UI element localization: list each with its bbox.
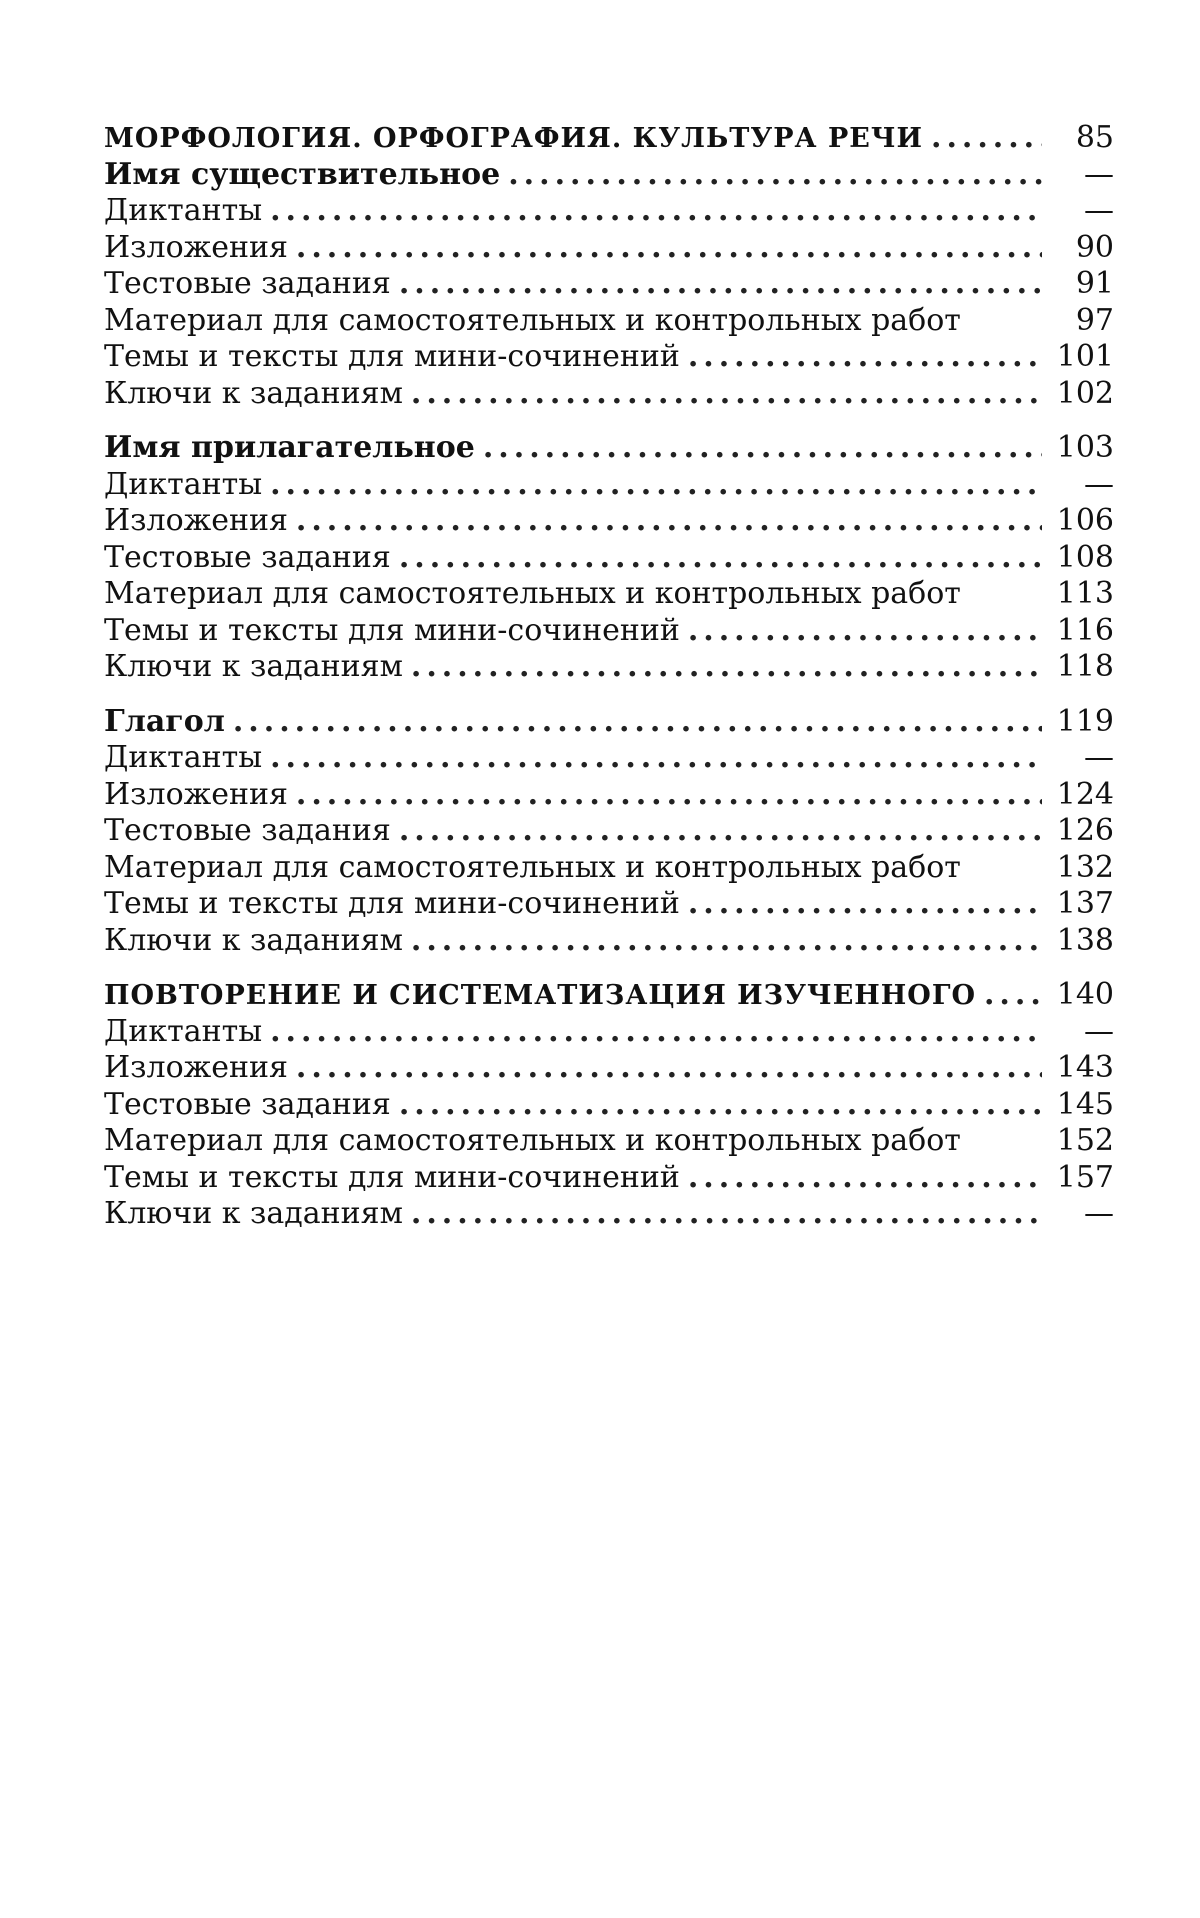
toc-entry-label: Имя прилагательное (104, 430, 475, 465)
toc-entry-page: 116 (1056, 612, 1114, 648)
toc-section-title (104, 430, 1114, 467)
dot-leader (399, 540, 1042, 577)
toc-entry-page: — (1084, 466, 1114, 502)
toc-entry-page: — (1084, 156, 1114, 192)
toc-section-verb (104, 704, 1114, 960)
dot-leader (270, 1014, 1042, 1051)
toc-entry (104, 813, 1114, 850)
toc-entry-page: 102 (1056, 375, 1114, 411)
dot-leader (270, 740, 1042, 777)
dot-leader (270, 193, 1042, 230)
toc-entry (104, 339, 1114, 376)
toc-entry-page: 157 (1056, 1159, 1114, 1195)
table-of-contents (104, 120, 1114, 1251)
toc-entry (104, 266, 1114, 303)
toc-entry (104, 576, 1114, 613)
toc-entry-label: Диктанты (104, 193, 263, 228)
toc-entry (104, 886, 1114, 923)
toc-entry-label: Темы и тексты для мини-сочинений (104, 1159, 680, 1195)
dot-leader (411, 1196, 1042, 1233)
toc-entry-label: Тестовые задания (104, 1086, 391, 1122)
dot-leader (688, 886, 1042, 923)
toc-entry-label: ПОВТОРЕНИЕ И СИСТЕМАТИЗАЦИЯ ИЗУЧЕННОГО (104, 980, 976, 1011)
toc-entry-page: 106 (1056, 503, 1114, 538)
toc-entry-label: Ключи к заданиям (104, 375, 403, 411)
toc-entry (104, 1160, 1114, 1197)
dot-leader (399, 1087, 1042, 1124)
toc-entry-label: Изложения (104, 776, 288, 812)
dot-leader (296, 503, 1042, 540)
toc-entry-label: Диктанты (104, 1013, 263, 1049)
dot-leader (688, 613, 1042, 650)
toc-entry-label: Изложения (104, 229, 288, 265)
toc-section-morphology (104, 120, 1114, 412)
toc-entry (104, 740, 1114, 777)
toc-entry (104, 613, 1114, 650)
toc-entry (104, 1014, 1114, 1051)
dot-leader (399, 813, 1042, 850)
toc-entry-label: Ключи к заданиям (104, 1196, 403, 1231)
toc-entry-page: — (1084, 193, 1114, 228)
dot-leader (296, 1050, 1042, 1087)
toc-entry-page: 132 (1056, 849, 1114, 885)
toc-entry-label: Темы и тексты для мини-сочинений (104, 612, 680, 648)
toc-entry-label: Ключи к заданиям (104, 649, 403, 684)
toc-entry (104, 777, 1114, 814)
dot-leader (399, 266, 1042, 303)
toc-entry-page: 113 (1056, 576, 1114, 611)
toc-entry-label: Тестовые задания (104, 539, 391, 575)
toc-entry-label: Имя существительное (104, 156, 501, 192)
toc-entry-label: Тестовые задания (104, 813, 391, 848)
toc-entry (104, 230, 1114, 267)
toc-entry (104, 1087, 1114, 1124)
toc-section-adjective (104, 430, 1114, 686)
toc-entry-label: Материал для самостоятельных и контрольных работ (104, 576, 961, 611)
toc-entry-label: Ключи к заданиям (104, 922, 403, 958)
toc-entry-page: 101 (1056, 339, 1114, 374)
toc-entry-page: 124 (1056, 776, 1114, 812)
toc-entry-page: 145 (1056, 1086, 1114, 1122)
toc-entry (104, 503, 1114, 540)
toc-entry-page: 103 (1056, 430, 1114, 465)
toc-entry-page: 138 (1056, 922, 1114, 958)
toc-entry-label: Изложения (104, 1050, 288, 1085)
toc-entry-page: — (1084, 1196, 1114, 1231)
toc-entry-label: Темы и тексты для мини-сочинений (104, 886, 680, 921)
toc-section-review (104, 977, 1114, 1233)
toc-entry-page: 85 (1075, 120, 1114, 155)
dot-leader (296, 230, 1042, 267)
toc-entry-label: Тестовые задания (104, 266, 391, 301)
toc-entry-label: Изложения (104, 503, 288, 538)
toc-entry-page: 137 (1056, 886, 1114, 921)
toc-entry-page: 143 (1056, 1050, 1114, 1085)
toc-entry-label: Диктанты (104, 740, 263, 775)
toc-entry-label: Диктанты (104, 466, 263, 502)
toc-entry (104, 649, 1114, 686)
dot-leader (931, 120, 1042, 157)
dot-leader (984, 977, 1042, 1014)
toc-entry-label: Материал для самостоятельных и контрольных работ (104, 302, 961, 338)
toc-section-title (104, 120, 1114, 157)
toc-entry (104, 467, 1114, 504)
toc-entry (104, 1123, 1114, 1160)
toc-entry (104, 157, 1114, 194)
dot-leader (411, 649, 1042, 686)
toc-entry (104, 303, 1114, 340)
toc-entry-label: Глагол (104, 703, 225, 739)
toc-entry-page: 140 (1056, 977, 1114, 1012)
dot-leader (688, 1160, 1042, 1197)
toc-entry (104, 1050, 1114, 1087)
toc-section-title (104, 704, 1114, 741)
dot-leader (411, 376, 1042, 413)
toc-entry (104, 1196, 1114, 1233)
toc-entry-page: — (1084, 740, 1114, 775)
dot-leader (233, 704, 1042, 741)
toc-entry-label: Темы и тексты для мини-сочинений (104, 339, 680, 374)
toc-entry (104, 376, 1114, 413)
toc-entry (104, 540, 1114, 577)
toc-entry-page: — (1084, 1013, 1114, 1049)
dot-leader (688, 339, 1042, 376)
toc-entry-page: 108 (1056, 539, 1114, 575)
toc-entry-page: 118 (1056, 649, 1114, 684)
toc-entry-label: МОРФОЛОГИЯ. ОРФОГРАФИЯ. КУЛЬТУРА РЕЧИ (104, 123, 923, 154)
dot-leader (296, 777, 1042, 814)
dot-leader (411, 923, 1042, 960)
dot-leader (483, 430, 1042, 467)
toc-entry-page: 119 (1056, 703, 1114, 739)
toc-entry-page: 97 (1075, 302, 1114, 338)
dot-leader (508, 157, 1042, 194)
toc-entry (104, 193, 1114, 230)
toc-entry-page: 152 (1056, 1123, 1114, 1158)
toc-entry-label: Материал для самостоятельных и контрольных работ (104, 849, 961, 885)
dot-leader (270, 467, 1042, 504)
toc-entry-page: 126 (1056, 813, 1114, 848)
toc-section-title (104, 977, 1114, 1014)
toc-entry-label: Материал для самостоятельных и контрольных работ (104, 1123, 961, 1158)
toc-entry (104, 850, 1114, 887)
toc-entry-page: 90 (1075, 229, 1114, 265)
toc-entry (104, 923, 1114, 960)
toc-entry-page: 91 (1075, 266, 1114, 301)
